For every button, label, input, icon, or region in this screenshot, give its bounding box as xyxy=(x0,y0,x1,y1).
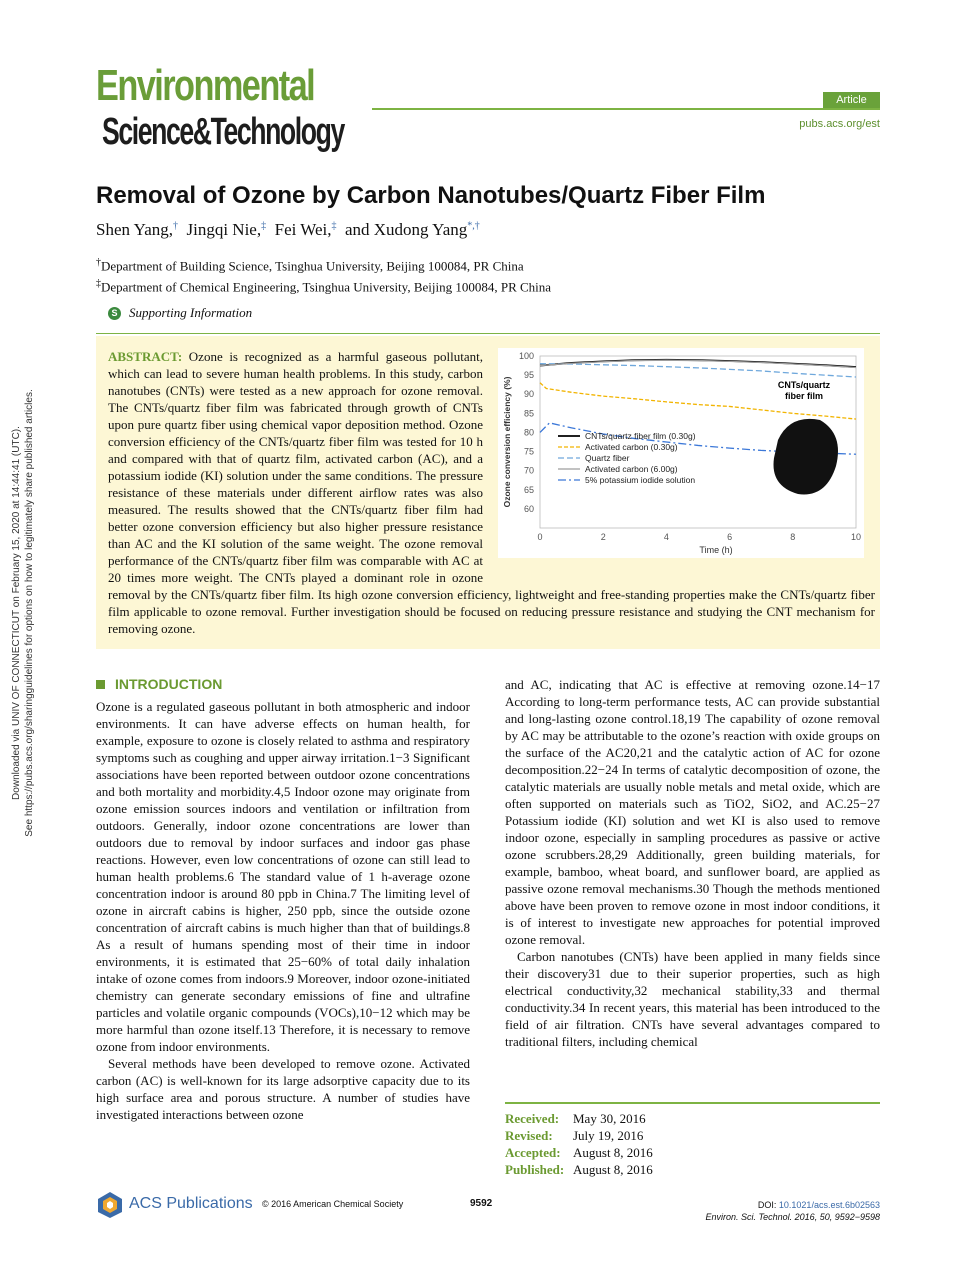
y-tick-label: 80 xyxy=(523,427,534,438)
author-affiliation-mark[interactable]: *,† xyxy=(467,220,480,232)
y-tick-label: 60 xyxy=(523,503,534,514)
date-value: August 8, 2016 xyxy=(573,1162,653,1177)
film-sample-image xyxy=(774,419,839,495)
acs-publications-logo[interactable] xyxy=(96,1191,253,1221)
article-title: Removal of Ozone by Carbon Nanotubes/Quartz Fiber Film xyxy=(96,182,766,209)
date-label: Received: xyxy=(505,1111,560,1126)
legend-entry: CNTs/quartz fiber film (0.30g) xyxy=(585,431,696,441)
copyright: © 2016 American Chemical Society xyxy=(262,1199,404,1209)
legend-entry: Activated carbon (0.30g) xyxy=(585,442,678,452)
y-tick-label: 65 xyxy=(523,484,534,495)
inset-label-line1: CNTs/quartz xyxy=(777,380,831,390)
paragraph: and AC, indicating that AC is effective at removing ozone.14−17 According to long-term performance tests, AC can provide substantial and long-lasting ozone control.18,19 The capability of ozone removal by AC may be attributable to the ozone’s reaction with oxide groups on the surface of the AC20,21 and the catalytic action of AC for ozone decomposition.22−24 In terms of catalytic decomposition of ozone, the catalytic materials are usually noble metals and metal oxide, which are often supported on materials such as TiO2, SiO2, and AC.25−27 Potassium iodide (KI) solution and wet KI is also used to remove indoor ozone, especially in sampling procedures as passive or active ozone scrubbers.28,29 Additionally, green building materials, for example, bamboo, wheat board, and sunflower board, are applied as passive ozone removal mechanisms.30 Though the methods mentioned above have been proven to remove ozone in most indoor conditions, it is of interest to investigate new approaches for potential improved ozone removal. xyxy=(505,677,880,947)
x-tick-label: 0 xyxy=(537,532,543,542)
series-line xyxy=(540,364,856,377)
publisher-name: ACS Publications xyxy=(129,1195,253,1212)
download-side-note xyxy=(10,0,36,1273)
date-value: August 8, 2016 xyxy=(573,1145,653,1160)
y-tick-label: 70 xyxy=(523,465,534,476)
author-list xyxy=(96,220,480,240)
affiliation-text: Department of Chemical Engineering, Tsinghua University, Beijing 100084, PR China xyxy=(101,279,552,295)
x-tick-label: 8 xyxy=(790,532,796,542)
doi-link[interactable]: 10.1021/acs.est.6b02563 xyxy=(778,1200,880,1210)
y-tick-label: 75 xyxy=(523,446,534,457)
y-tick-label: 95 xyxy=(523,370,534,381)
date-row xyxy=(505,1144,880,1161)
chart-inset xyxy=(774,380,839,494)
left-column xyxy=(96,698,470,1123)
y-tick-label: 85 xyxy=(523,408,534,419)
date-value: July 19, 2016 xyxy=(573,1128,644,1143)
publication-dates xyxy=(505,1110,880,1178)
journal-logo xyxy=(96,62,366,170)
y-axis-label: Ozone conversion efficiency (%) xyxy=(502,376,512,508)
paragraph: Ozone is a regulated gaseous pollutant in both atmospheric and indoor environments. It can have adverse effects on human health, for example, exposure to ozone is closely related to asthma and respiratory symptoms such as coughing and upper airway irritation.1−3 Significant associations have been reported between outdoor ozone concentrations and both mortality and morbidity.4,5 Indoor ozone may originate from ozone emission sources indoors and ventilation or infiltration from outdoors. Generally, indoor ozone concentrations are lower than outdoors due to removal by indoor surfaces and indoor gas phase reactions. However, even low concentrations of ozone can still lead to human health problems.6 The standard value of 1 h-average ozone concentration indoor is around 80 ppb in China.7 The limiting level of ozone in aircraft cabins is higher, 250 ppb, since the outside ozone concentration of aircraft cabins is much higher than that of buildings.8 As a result of humans spending most of their time in indoor environments, it is estimated that 25−60% of total daily inhalation intake of ozone comes from indoors.9 Moreover, indoor ozone-initiated chemistry can generate secondary emissions of fine and ultrafine particles and volatile organic compounds (VOCs),10−12 which may be more harmful than ozone itself.13 Therefore, it is necessary to remove ozone from indoor environments. xyxy=(96,699,470,1054)
x-tick-label: 4 xyxy=(663,532,669,542)
affiliation-text: Department of Building Science, Tsinghua University, Beijing 100084, PR China xyxy=(101,258,524,274)
journal-logo-line1: Environmental xyxy=(96,61,315,110)
author-affiliation-mark[interactable]: ‡ xyxy=(261,220,267,232)
date-value: May 30, 2016 xyxy=(573,1111,646,1126)
author-name[interactable]: Fei Wei, xyxy=(274,220,332,239)
date-row xyxy=(505,1110,880,1127)
supporting-information-link[interactable] xyxy=(108,305,252,321)
author-name[interactable]: Jingqi Nie, xyxy=(186,220,262,239)
affiliation-mark: † xyxy=(96,257,101,268)
x-tick-label: 6 xyxy=(727,532,733,542)
page-number: 9592 xyxy=(470,1198,493,1209)
side-note-line2: See https://pubs.acs.org/sharingguidelines for options on how to legitimately share published articles. xyxy=(24,389,35,837)
abstract-label: ABSTRACT: xyxy=(108,349,183,364)
header-rule xyxy=(372,108,880,110)
legend-entry: Quartz fiber xyxy=(585,453,630,463)
date-label: Revised: xyxy=(505,1128,553,1143)
doi-citation xyxy=(640,1199,880,1223)
date-label: Published: xyxy=(505,1162,565,1177)
x-tick-label: 10 xyxy=(850,532,862,542)
affiliation xyxy=(96,257,524,274)
doi-label: DOI: xyxy=(757,1200,777,1210)
paragraph: Several methods have been developed to remove ozone. Activated carbon (AC) is well-known for its large adsorptive capacity due to its high surface area and porous structure. A number of studies have investigated interactions between ozone xyxy=(96,1056,470,1122)
x-tick-label: 2 xyxy=(600,532,606,542)
journal-citation: Environ. Sci. Technol. 2016, 50, 9592−9598 xyxy=(705,1212,880,1222)
dates-rule xyxy=(505,1102,880,1104)
journal-logo-line2: Science&Technology xyxy=(102,111,344,153)
toc-chart xyxy=(498,348,864,558)
section-square-icon xyxy=(96,680,105,689)
affiliation xyxy=(96,278,551,295)
right-column xyxy=(505,676,880,1050)
side-note-line1: Downloaded via UNIV OF CONNECTICUT on February 15, 2020 at 14:44:41 (UTC). xyxy=(11,426,22,800)
section-heading-introduction xyxy=(96,676,222,692)
supporting-info-label: Supporting Information xyxy=(129,305,253,320)
affiliation-mark: ‡ xyxy=(96,278,101,289)
y-tick-label: 100 xyxy=(518,351,534,361)
article-type-badge: Article xyxy=(823,92,880,108)
chart-legend xyxy=(558,431,696,485)
supporting-info-icon: S xyxy=(108,307,121,320)
abstract-top-rule xyxy=(96,333,880,334)
journal-url-link[interactable]: pubs.acs.org/est xyxy=(799,118,880,130)
abstract-text: Ozone is recognized as a harmful gaseous pollutant, which can lead to severe human health problems. In this study, carbon nanotubes (CNTs) were tested as a new approach for ozone removal. The CNTs/quartz fiber film was fabricated through growth of CNTs upon pure quartz fiber using chemical vapor deposition method. Ozone conversion efficiency of the CNTs/quartz fiber film was tested for 10 h and compared with that of quartz film, activated carbon (AC), and a potassium iodide (KI) solution under the same conditions. The pressure resistance of these materials under different airflow rates was also measured. The results showed that the CNTs/quartz fiber film had better ozone conversion efficiency but also higher pressure resistance than AC and the KI solution of the same weight. The ozone removal performance of the CNTs/quartz fiber film was comparable with AC at 20 times more weight. The CNTs played a dominant role in ozone removal by the CNTs/quartz fiber film. Its high ozone conversion efficiency, lightweight and free-standing properties make the CNTs/quartz fiber film applicable to ozone removal. Further investigation should be focused on reducing pressure resistance and studying the CNT mechanism for removing ozone. xyxy=(108,349,875,636)
date-label: Accepted: xyxy=(505,1145,561,1160)
y-tick-label: 90 xyxy=(523,389,534,400)
x-axis-label: Time (h) xyxy=(699,545,733,555)
author-name[interactable]: and Xudong Yang xyxy=(344,220,468,239)
paragraph: Carbon nanotubes (CNTs) have been applied in many fields since their discovery31 due to their superior properties, such as high electrical conductivity,32 mechanical stability,33 and thermal conductivity.34 In recent years, this material has been introduced to the field of air filtration. CNTs have several advantages compared to traditional filters, including chemical xyxy=(505,949,880,1049)
section-heading-text: INTRODUCTION xyxy=(115,676,223,692)
date-row xyxy=(505,1127,880,1144)
author-affiliation-mark[interactable]: † xyxy=(173,220,178,232)
author-name[interactable]: Shen Yang, xyxy=(96,220,173,239)
acs-hexagon-icon xyxy=(96,1191,124,1219)
date-row xyxy=(505,1161,880,1178)
author-affiliation-mark[interactable]: ‡ xyxy=(331,220,337,232)
legend-entry: Activated carbon (6.00g) xyxy=(585,464,678,474)
inset-label-line2: fiber film xyxy=(784,391,824,401)
legend-entry: 5% potassium iodide solution xyxy=(585,475,696,485)
